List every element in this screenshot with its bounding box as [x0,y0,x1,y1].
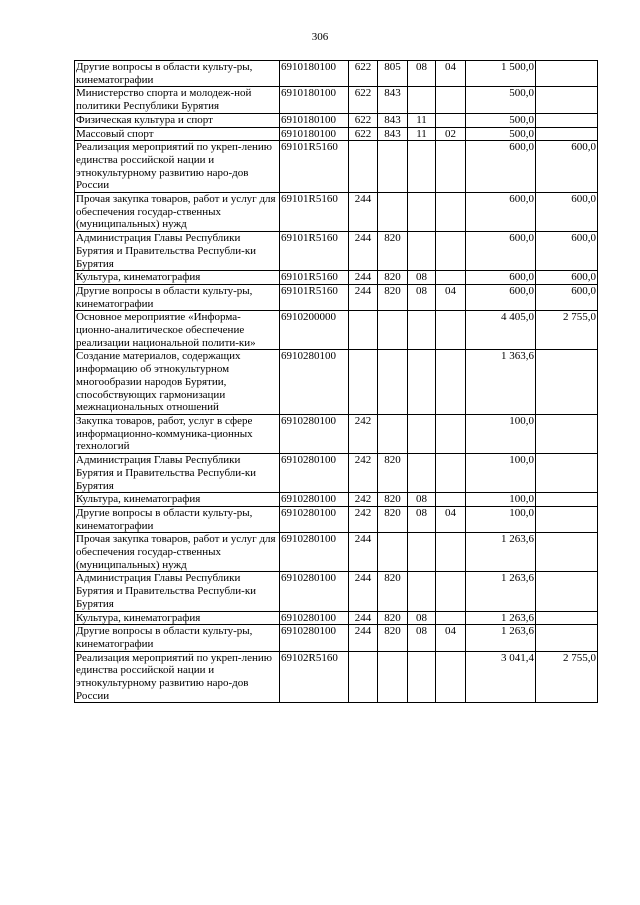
table-row [75,572,598,611]
federal-amount-cell: 600,0 [536,193,598,232]
federal-amount-cell: 2 755,0 [536,311,598,350]
budget-table [74,60,598,703]
subsection-cell [436,414,466,453]
row-name-cell: Прочая закупка товаров, работ и услуг для обеспечения государ-ственных (муниципальных) нужд [75,193,280,232]
section-cell [408,572,436,611]
table-row [75,87,598,113]
subsection-cell [436,493,466,507]
federal-amount-cell [536,414,598,453]
amount-cell: 600,0 [466,284,536,310]
row-name-cell: Прочая закупка товаров, работ и услуг для обеспечения государ-ственных (муниципальных) нужд [75,533,280,572]
expense-type-cell [349,141,378,193]
department-cell: 820 [378,611,408,625]
amount-cell: 4 405,0 [466,311,536,350]
expense-type-cell: 242 [349,493,378,507]
target-article-cell: 6910280100 [280,533,349,572]
federal-amount-cell [536,572,598,611]
section-cell [408,454,436,493]
expense-type-cell: 622 [349,113,378,127]
expense-type-cell: 244 [349,625,378,651]
federal-amount-cell: 600,0 [536,141,598,193]
expense-type-cell [349,311,378,350]
target-article-cell: 6910280100 [280,350,349,415]
amount-cell: 1 263,6 [466,625,536,651]
target-article-cell: 6910280100 [280,625,349,651]
table-row [75,454,598,493]
section-cell [408,87,436,113]
section-cell [408,141,436,193]
table-row [75,506,598,532]
federal-amount-cell [536,533,598,572]
amount-cell: 500,0 [466,127,536,141]
expense-type-cell: 244 [349,572,378,611]
department-cell [378,141,408,193]
subsection-cell [436,454,466,493]
expense-type-cell [349,651,378,703]
federal-amount-cell: 600,0 [536,232,598,271]
federal-amount-cell: 2 755,0 [536,651,598,703]
row-name-cell: Другие вопросы в области культу-ры, кинематографии [75,61,280,87]
subsection-cell [436,651,466,703]
expense-type-cell: 244 [349,284,378,310]
target-article-cell: 69101R5160 [280,271,349,285]
table-row [75,113,598,127]
section-cell: 08 [408,271,436,285]
section-cell: 11 [408,127,436,141]
section-cell: 08 [408,284,436,310]
subsection-cell [436,232,466,271]
table-row [75,193,598,232]
department-cell: 820 [378,284,408,310]
subsection-cell: 04 [436,284,466,310]
row-name-cell: Создание материалов, содержащих информацию об этнокультурном многообразии народов Бурятии, способствующих гармонизации межнациональных отношений [75,350,280,415]
expense-type-cell: 242 [349,506,378,532]
expense-type-cell: 244 [349,533,378,572]
department-cell: 820 [378,506,408,532]
row-name-cell: Администрация Главы Республики Бурятия и Правительства Республи-ки Бурятия [75,454,280,493]
section-cell [408,232,436,271]
row-name-cell: Реализация мероприятий по укреп-лению единства российской нации и этнокультурному развитию наро-дов России [75,651,280,703]
federal-amount-cell [536,350,598,415]
row-name-cell: Реализация мероприятий по укреп-лению единства российской нации и этнокультурному развитию наро-дов России [75,141,280,193]
department-cell [378,350,408,415]
row-name-cell: Администрация Главы Республики Бурятия и Правительства Республи-ки Бурятия [75,232,280,271]
section-cell: 08 [408,61,436,87]
row-name-cell: Министерство спорта и молодеж-ной политики Республики Бурятия [75,87,280,113]
amount-cell: 600,0 [466,271,536,285]
federal-amount-cell [536,113,598,127]
target-article-cell: 69101R5160 [280,193,349,232]
section-cell: 08 [408,625,436,651]
amount-cell: 1 263,6 [466,572,536,611]
amount-cell: 100,0 [466,506,536,532]
target-article-cell: 6910280100 [280,414,349,453]
expense-type-cell: 622 [349,87,378,113]
target-article-cell: 6910180100 [280,87,349,113]
table-row [75,232,598,271]
amount-cell: 1 263,6 [466,611,536,625]
page-number: 306 [311,31,329,43]
table-row [75,493,598,507]
table-row [75,350,598,415]
target-article-cell: 6910200000 [280,311,349,350]
row-name-cell: Другие вопросы в области культу-ры, кинематографии [75,506,280,532]
table-row [75,533,598,572]
expense-type-cell: 244 [349,271,378,285]
department-cell: 820 [378,493,408,507]
amount-cell: 3 041,4 [466,651,536,703]
section-cell [408,193,436,232]
amount-cell: 1 363,6 [466,350,536,415]
row-name-cell: Другие вопросы в области культу-ры, кинематографии [75,284,280,310]
target-article-cell: 6910180100 [280,127,349,141]
expense-type-cell: 622 [349,61,378,87]
subsection-cell [436,572,466,611]
target-article-cell: 69102R5160 [280,651,349,703]
target-article-cell: 6910280100 [280,611,349,625]
subsection-cell [436,311,466,350]
row-name-cell: Основное мероприятие «Информа-ционно-аналитическое обеспечение реализации национальной полити-ки» [75,311,280,350]
table-row [75,271,598,285]
section-cell [408,533,436,572]
federal-amount-cell [536,493,598,507]
federal-amount-cell: 600,0 [536,284,598,310]
department-cell: 820 [378,232,408,271]
department-cell [378,311,408,350]
department-cell [378,533,408,572]
target-article-cell: 69101R5160 [280,232,349,271]
amount-cell: 100,0 [466,454,536,493]
federal-amount-cell [536,611,598,625]
target-article-cell: 69101R5160 [280,284,349,310]
department-cell [378,414,408,453]
department-cell: 820 [378,271,408,285]
amount-cell: 100,0 [466,414,536,453]
department-cell [378,193,408,232]
section-cell: 11 [408,113,436,127]
federal-amount-cell [536,454,598,493]
table-body [75,61,598,703]
target-article-cell: 6910280100 [280,572,349,611]
department-cell: 820 [378,572,408,611]
row-name-cell: Культура, кинематография [75,271,280,285]
amount-cell: 1 500,0 [466,61,536,87]
amount-cell: 600,0 [466,193,536,232]
section-cell [408,414,436,453]
section-cell [408,350,436,415]
table-row [75,414,598,453]
row-name-cell: Массовый спорт [75,127,280,141]
department-cell: 843 [378,113,408,127]
subsection-cell [436,113,466,127]
federal-amount-cell [536,625,598,651]
department-cell: 843 [378,87,408,113]
table-row [75,284,598,310]
section-cell: 08 [408,611,436,625]
federal-amount-cell: 600,0 [536,271,598,285]
section-cell: 08 [408,506,436,532]
table-row [75,311,598,350]
subsection-cell [436,611,466,625]
expense-type-cell [349,350,378,415]
subsection-cell: 04 [436,625,466,651]
department-cell [378,651,408,703]
department-cell: 843 [378,127,408,141]
expense-type-cell: 622 [349,127,378,141]
target-article-cell: 69101R5160 [280,141,349,193]
amount-cell: 100,0 [466,493,536,507]
table-row [75,651,598,703]
federal-amount-cell [536,506,598,532]
department-cell: 820 [378,454,408,493]
expense-type-cell: 242 [349,414,378,453]
row-name-cell: Администрация Главы Республики Бурятия и Правительства Республи-ки Бурятия [75,572,280,611]
target-article-cell: 6910280100 [280,493,349,507]
subsection-cell [436,533,466,572]
table-row [75,127,598,141]
target-article-cell: 6910180100 [280,113,349,127]
expense-type-cell: 244 [349,232,378,271]
department-cell: 805 [378,61,408,87]
subsection-cell: 04 [436,61,466,87]
federal-amount-cell [536,127,598,141]
amount-cell: 500,0 [466,87,536,113]
federal-amount-cell [536,87,598,113]
table-row [75,61,598,87]
federal-amount-cell [536,61,598,87]
target-article-cell: 6910280100 [280,454,349,493]
expense-type-cell: 244 [349,611,378,625]
amount-cell: 600,0 [466,141,536,193]
target-article-cell: 6910280100 [280,506,349,532]
row-name-cell: Культура, кинематография [75,493,280,507]
row-name-cell: Другие вопросы в области культу-ры, кинематографии [75,625,280,651]
expense-type-cell: 242 [349,454,378,493]
amount-cell: 1 263,6 [466,533,536,572]
subsection-cell [436,141,466,193]
row-name-cell: Культура, кинематография [75,611,280,625]
department-cell: 820 [378,625,408,651]
section-cell: 08 [408,493,436,507]
subsection-cell [436,193,466,232]
section-cell [408,311,436,350]
amount-cell: 600,0 [466,232,536,271]
row-name-cell: Закупка товаров, работ, услуг в сфере информационно-коммуника-ционных технологий [75,414,280,453]
expense-type-cell: 244 [349,193,378,232]
section-cell [408,651,436,703]
amount-cell: 500,0 [466,113,536,127]
subsection-cell [436,271,466,285]
row-name-cell: Физическая культура и спорт [75,113,280,127]
subsection-cell: 04 [436,506,466,532]
subsection-cell [436,87,466,113]
target-article-cell: 6910180100 [280,61,349,87]
table-row [75,611,598,625]
table-row [75,625,598,651]
subsection-cell [436,350,466,415]
subsection-cell: 02 [436,127,466,141]
table-row [75,141,598,193]
